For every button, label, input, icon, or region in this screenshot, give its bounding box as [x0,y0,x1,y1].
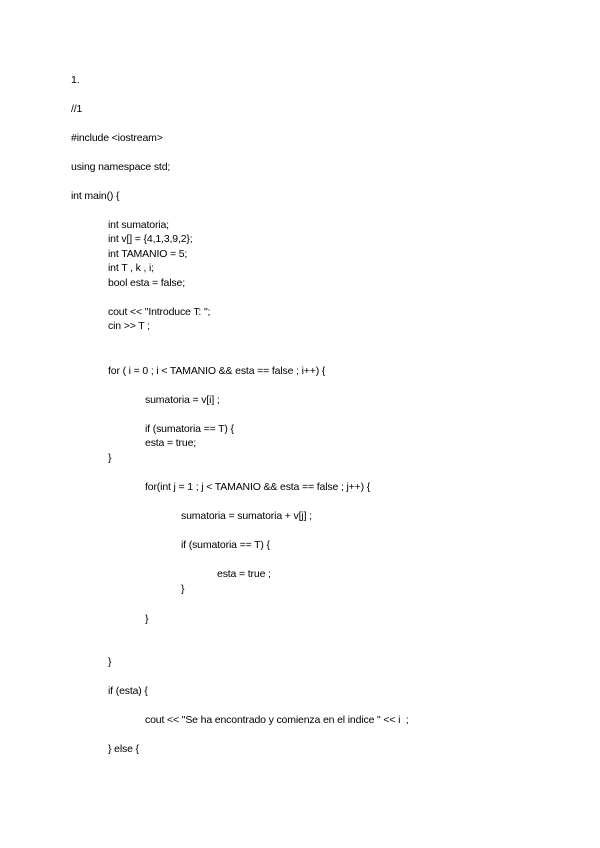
cout-prompt-line: cout << "Introduce T: "; [108,306,211,318]
cout-found-line: cout << "Se ha encontrado y comienza en el indice " << i ; [145,714,409,726]
decl-esta-line: bool esta = false; [108,277,185,289]
close-brace-4-line: } [108,656,112,668]
close-brace-2-line: } [181,583,185,595]
for-j-line: for(int j = 1 ; j < TAMANIO && esta == false ; j++) { [145,481,371,493]
comment-line: //1 [71,103,83,115]
using-line: using namespace std; [71,161,171,173]
decl-tki-line: int T , k , i; [108,262,154,274]
main-decl-line: int main() { [71,190,120,202]
sum-vi-line: sumatoria = v[i] ; [145,394,220,406]
decl-tamanio-line: int TAMANIO = 5; [108,248,188,260]
esta-true-2-line: esta = true ; [217,568,271,580]
if-sum-1-line: if (sumatoria == T) { [145,423,234,435]
for-i-line: for ( i = 0 ; i < TAMANIO && esta == false ; i++) { [108,365,326,377]
cin-t-line: cin >> T ; [108,320,150,332]
close-brace-3-line: } [145,613,149,625]
if-sum-2-line: if (sumatoria == T) { [181,539,270,551]
if-esta-line: if (esta) { [108,685,148,697]
close-brace-1-line: } [108,452,112,464]
esta-true-1-line: esta = true; [145,437,197,449]
decl-v-line: int v[] = {4,1,3,9,2}; [108,233,193,245]
decl-sumatoria-line: int sumatoria; [108,219,169,231]
else-line: } else { [108,743,139,755]
item-number-line: 1. [71,74,80,86]
include-line: #include <iostream> [71,132,163,144]
sum-vj-line: sumatoria = sumatoria + v[j] ; [181,510,312,522]
